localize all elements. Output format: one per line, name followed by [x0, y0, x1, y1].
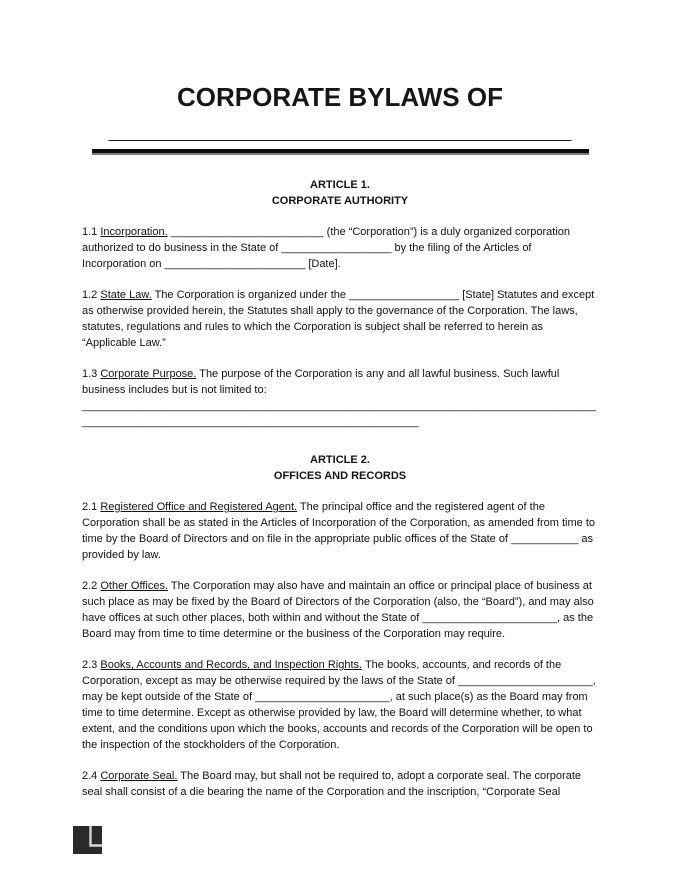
logo-l-icon	[73, 826, 102, 854]
clause-heading: Registered Office and Registered Agent.	[100, 501, 298, 513]
clause-1-3	[82, 366, 598, 430]
article-2-number: ARTICLE 2.	[310, 454, 370, 466]
clause-heading: Incorporation.	[100, 226, 168, 238]
clause-body: The Board may, but shall not be required to, adopt a corporate seal. The corporate seal shall consist of a die bearing the name of the Corporation and the inscription, “Corporate Seal	[82, 770, 581, 798]
article-1-number: ARTICLE 1.	[310, 179, 370, 191]
clause-heading: Other Offices.	[100, 580, 169, 592]
title-divider-rule	[92, 149, 589, 155]
clause-heading: Books, Accounts and Records, and Inspection Rights.	[100, 659, 363, 671]
clause-2-2	[82, 578, 598, 642]
clause-2-4	[82, 768, 598, 800]
clause-body: The purpose of the Corporation is any and all lawful business. Such lawful business includes but is not limited to: ___________________________________________________________________________________________________________________________________________	[82, 368, 596, 428]
clause-heading: Corporate Seal.	[100, 770, 178, 782]
article-1-heading	[82, 177, 598, 209]
clause-2-3	[82, 657, 598, 753]
legal-templates-logo	[73, 826, 102, 854]
article-2-heading	[82, 452, 598, 484]
article-2-name: OFFICES AND RECORDS	[273, 470, 407, 482]
clause-number: 2.2	[82, 580, 98, 592]
document-title: CORPORATE BYLAWS OF	[177, 82, 503, 112]
clause-number: 1.3	[82, 368, 98, 380]
clause-1-2	[82, 287, 598, 351]
clause-number: 1.2	[82, 289, 98, 301]
company-name-blank: ________________________________	[108, 116, 572, 142]
clause-number: 2.3	[82, 659, 98, 671]
clause-number: 2.4	[82, 770, 98, 782]
clause-body: The Corporation is organized under the __________________ [State] Statutes and except as otherwise provided herein, the Statutes shall apply to the governance of the Corporation. The laws, statutes, regulations and rules to which the Corporation is subject shall be referred to herein as “Applicable Law.”	[82, 289, 595, 349]
clause-heading: Corporate Purpose.	[100, 368, 197, 380]
clause-body: The Corporation may also have and maintain an office or principal place of business at such place as may be fixed by the Board of Directors of the Corporation (also, the “Board”), and may also have offices at such other places, both within and without the State of ______________________, as the Board may from time to time determine or the business of the Corporation may require.	[82, 580, 594, 640]
clause-body: The principal office and the registered agent of the Corporation shall be as stated in the Articles of Incorporation of the Corporation, as amended from time to time by the Board of Directors and on file in the appropriate public offices of the State of ___________ as provided by law.	[82, 501, 595, 561]
clause-2-1	[82, 499, 598, 563]
clause-number: 1.1	[82, 226, 98, 238]
clause-number: 2.1	[82, 501, 98, 513]
clause-1-1	[82, 224, 598, 272]
clause-body: The books, accounts, and records of the Corporation, except as may be otherwise required by the laws of the State of ______________________, may be kept outside of the State of ______________________, at such place(s) as the Board may from time to time determine. Except as otherwise provided by law, the Board will determine whether, to what extent, and the conditions upon which the books, accounts and records of the Corporation will be open to the inspection of the stockholders of the Corporation.	[82, 659, 596, 751]
clause-body: _________________________ (the “Corporation”) is a duly organized corporation authorized to do business in the State of __________________ by the filing of the Articles of Incorporation on _______________________ [Date].	[82, 226, 571, 270]
article-1-name: CORPORATE AUTHORITY	[271, 195, 409, 207]
clause-heading: State Law.	[100, 289, 152, 301]
